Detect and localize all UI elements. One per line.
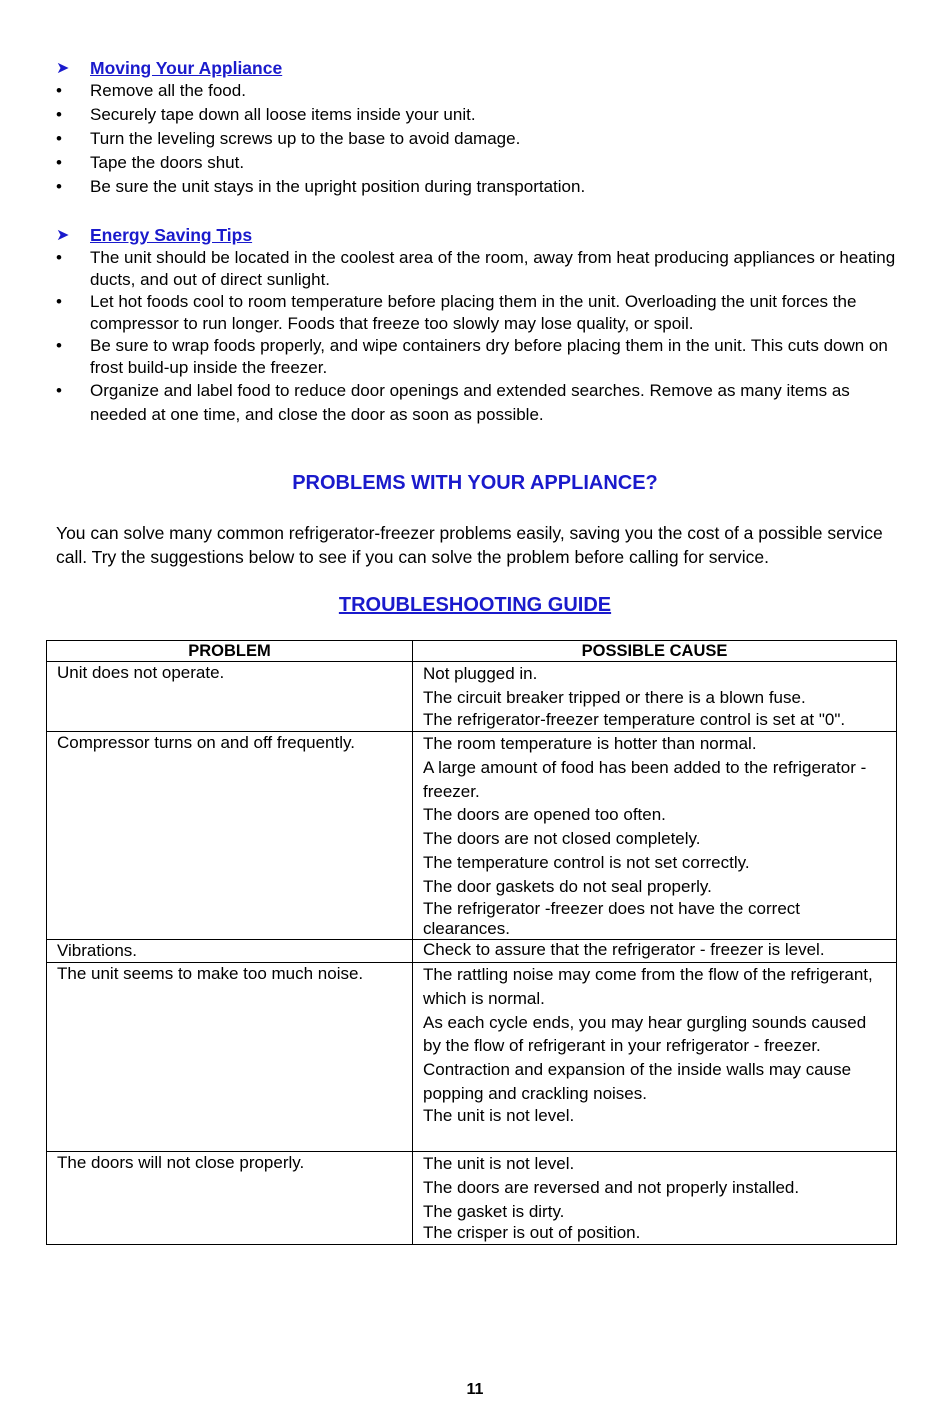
- cause-line: The gasket is dirty.: [423, 1201, 565, 1221]
- list-item: [56, 80, 896, 104]
- list-item-text: Turn the leveling screws up to the base to avoid damage.: [90, 129, 521, 148]
- energy-section: [56, 223, 896, 427]
- energy-heading: [56, 223, 896, 247]
- cause-line: The crisper is out of position.: [423, 1223, 641, 1243]
- cause-cell: [413, 662, 897, 732]
- table-row: [47, 662, 897, 732]
- bullet-icon: •: [56, 292, 62, 311]
- list-item-text: Be sure the unit stays in the upright position during transportation.: [90, 177, 586, 196]
- moving-list: [56, 80, 896, 200]
- bullet-icon: •: [56, 177, 62, 196]
- list-item: [56, 335, 896, 379]
- cause-cell: [413, 963, 897, 1152]
- page-number: 11: [466, 1381, 484, 1398]
- moving-section: [56, 56, 896, 200]
- list-item: [56, 247, 896, 291]
- bullet-icon: •: [56, 105, 62, 124]
- table-row: [47, 1152, 897, 1245]
- cause-line: The room temperature is hotter than normal.: [423, 734, 757, 753]
- list-item: [56, 176, 896, 200]
- cause-cell: [413, 940, 897, 963]
- list-item: [56, 152, 896, 176]
- list-item-text: Tape the doors shut.: [90, 153, 245, 172]
- list-item: [56, 104, 896, 128]
- troubleshooting-table: [46, 640, 897, 1245]
- cause-line: Not plugged in.: [423, 664, 538, 683]
- problem-cell: The unit seems to make too much noise.: [47, 963, 413, 1152]
- cause-line: Check to assure that the refrigerator - freezer is level.: [423, 940, 825, 959]
- cause-cell: [413, 1152, 897, 1245]
- table-row: [47, 963, 897, 1152]
- cause-line: The doors are opened too often.: [423, 805, 666, 825]
- list-item-text: Organize and label food to reduce door openings and extended searches. Remove as many items as needed at one time, and close the door as soon as possible.: [90, 381, 850, 424]
- table-header-row: [47, 641, 897, 662]
- cause-line: As each cycle ends, you may hear gurgling sounds caused by the flow of refrigerant in your refrigerator - freezer.: [423, 1012, 867, 1056]
- list-item-text: Be sure to wrap foods properly, and wipe containers dry before placing them in the unit. This cuts down on frost build-up inside the freezer.: [90, 336, 888, 377]
- cause-line: The doors are not closed completely.: [423, 829, 701, 849]
- cause-cell: [413, 732, 897, 940]
- list-item: [56, 291, 896, 335]
- bullet-icon: •: [56, 129, 62, 148]
- bullet-icon: •: [56, 153, 62, 172]
- problem-column-header: PROBLEM: [47, 641, 413, 662]
- table-row: [47, 732, 897, 940]
- cause-column-header: POSSIBLE CAUSE: [413, 641, 897, 662]
- arrow-bullet-icon: ➤: [56, 60, 70, 77]
- list-item: [56, 379, 896, 427]
- bullet-icon: •: [56, 81, 62, 100]
- cause-line: A large amount of food has been added to the refrigerator - freezer.: [423, 757, 867, 801]
- cause-line: The unit is not level.: [423, 1154, 575, 1173]
- energy-list: [56, 247, 896, 427]
- problems-heading: PROBLEMS WITH YOUR APPLIANCE?: [292, 472, 658, 494]
- moving-heading: [56, 56, 896, 80]
- list-item-text: Remove all the food.: [90, 81, 246, 100]
- problem-cell: The doors will not close properly.: [47, 1152, 413, 1245]
- troubleshooting-heading: TROUBLESHOOTING GUIDE: [338, 594, 612, 616]
- table-row: [47, 940, 897, 963]
- bullet-icon: •: [56, 336, 62, 355]
- cause-line: The unit is not level.: [423, 1105, 575, 1125]
- cause-line: The doors are reversed and not properly installed.: [423, 1177, 800, 1197]
- list-item-text: The unit should be located in the coolest area of the room, away from heat producing appliances or heating ducts, and out of direct sunlight.: [90, 248, 896, 289]
- arrow-bullet-icon: ➤: [56, 227, 70, 244]
- cause-line: The rattling noise may come from the flow of the refrigerant, which is normal.: [423, 965, 873, 1008]
- bullet-icon: •: [56, 248, 62, 267]
- list-item-text: Securely tape down all loose items inside your unit.: [90, 105, 476, 124]
- list-item-text: Let hot foods cool to room temperature before placing them in the unit. Overloading the unit forces the compressor to run longer. Foods that freeze too slowly may lose quality, or spoil.: [90, 292, 857, 333]
- problem-cell: Compressor turns on and off frequently.: [47, 732, 413, 940]
- cause-line: The door gaskets do not seal properly.: [423, 876, 712, 896]
- moving-title: Moving Your Appliance: [90, 57, 283, 78]
- cause-line: The circuit breaker tripped or there is a blown fuse.: [423, 687, 806, 707]
- problem-cell: Vibrations.: [47, 940, 413, 963]
- intro-paragraph: You can solve many common refrigerator-freezer problems easily, saving you the cost of a possible service call. Try the suggestions below to see if you can solve the problem before calling for service.: [56, 523, 883, 567]
- problem-cell: Unit does not operate.: [47, 662, 413, 732]
- list-item: [56, 128, 896, 152]
- bullet-icon: •: [56, 381, 62, 400]
- cause-line: Contraction and expansion of the inside walls may cause popping and crackling noises.: [423, 1060, 852, 1103]
- cause-line: The temperature control is not set correctly.: [423, 852, 750, 872]
- energy-title: Energy Saving Tips: [90, 224, 253, 245]
- cause-line: The refrigerator-freezer temperature control is set at "0".: [423, 709, 846, 729]
- cause-line: The refrigerator -freezer does not have the correct clearances.: [423, 898, 801, 938]
